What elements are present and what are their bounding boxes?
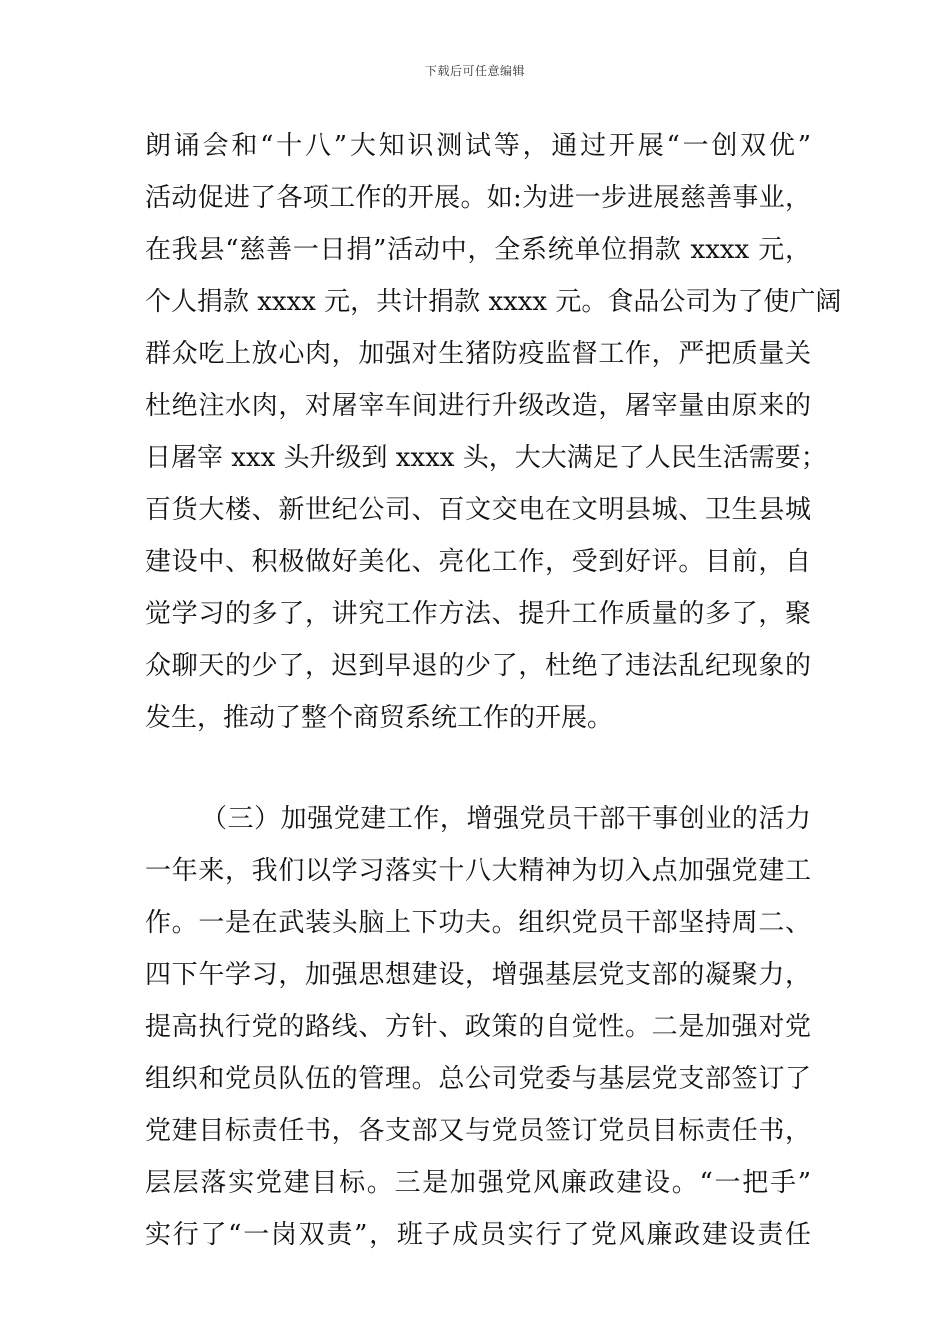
- text-line: 活动促进了各项工作的开展。如:为进一步进展慈善事业，: [145, 183, 811, 213]
- text-line: 日屠宰 xxx 头升级到 xxxx 头，大大满足了人民生活需要；: [145, 443, 827, 473]
- text-line: 群众吃上放心肉，加强对生猪防疫监督工作，严把质量关: [145, 339, 811, 369]
- section-heading: （三）加强党建工作，增强党员干部干事创业的活力: [201, 804, 811, 834]
- text-line: 作。一是在武装头脑上下功夫。组织党员干部坚持周二、: [145, 908, 811, 938]
- page-header: 下载后可任意编辑: [424, 64, 525, 78]
- text-line: 实行了“一岗双责”，班子成员实行了党风廉政建设责任: [145, 1220, 811, 1250]
- text-line: 众聊天的少了，迟到早退的少了，杜绝了违法乱纪现象的: [145, 651, 811, 681]
- text-line: 杜绝注水肉，对屠宰车间进行升级改造，屠宰量由原来的: [145, 391, 811, 421]
- text-line: 党建目标责任书，各支部又与党员签订党员目标责任书，: [145, 1116, 811, 1146]
- text-line: 建设中、积极做好美化、亮化工作，受到好评。目前，自: [145, 547, 811, 577]
- text-line: 在我县“慈善一日捐”活动中，全系统单位捐款 xxxx 元，: [145, 235, 811, 265]
- text-line: 一年来，我们以学习落实十八大精神为切入点加强党建工: [145, 856, 811, 886]
- text-line: 四下午学习，加强思想建设，增强基层党支部的凝聚力，: [145, 960, 811, 990]
- text-line: 发生，推动了整个商贸系统工作的开展。: [145, 703, 614, 733]
- text-line: 组织和党员队伍的管理。总公司党委与基层党支部签订了: [145, 1064, 811, 1094]
- text-line: 层层落实党建目标。三是加强党风廉政建设。“一把手”: [145, 1168, 811, 1198]
- text-line: 百货大楼、新世纪公司、百文交电在文明县城、卫生县城: [145, 495, 811, 525]
- text-line: 提高执行党的路线、方针、政策的自觉性。二是加强对党: [145, 1012, 811, 1042]
- text-line: 个人捐款 xxxx 元，共计捐款 xxxx 元。食品公司为了使广阔: [145, 287, 842, 317]
- text-line: 觉学习的多了，讲究工作方法、提升工作质量的多了，聚: [145, 599, 811, 629]
- text-line: 朗诵会和“十八”大知识测试等，通过开展“一创双优”: [145, 131, 811, 161]
